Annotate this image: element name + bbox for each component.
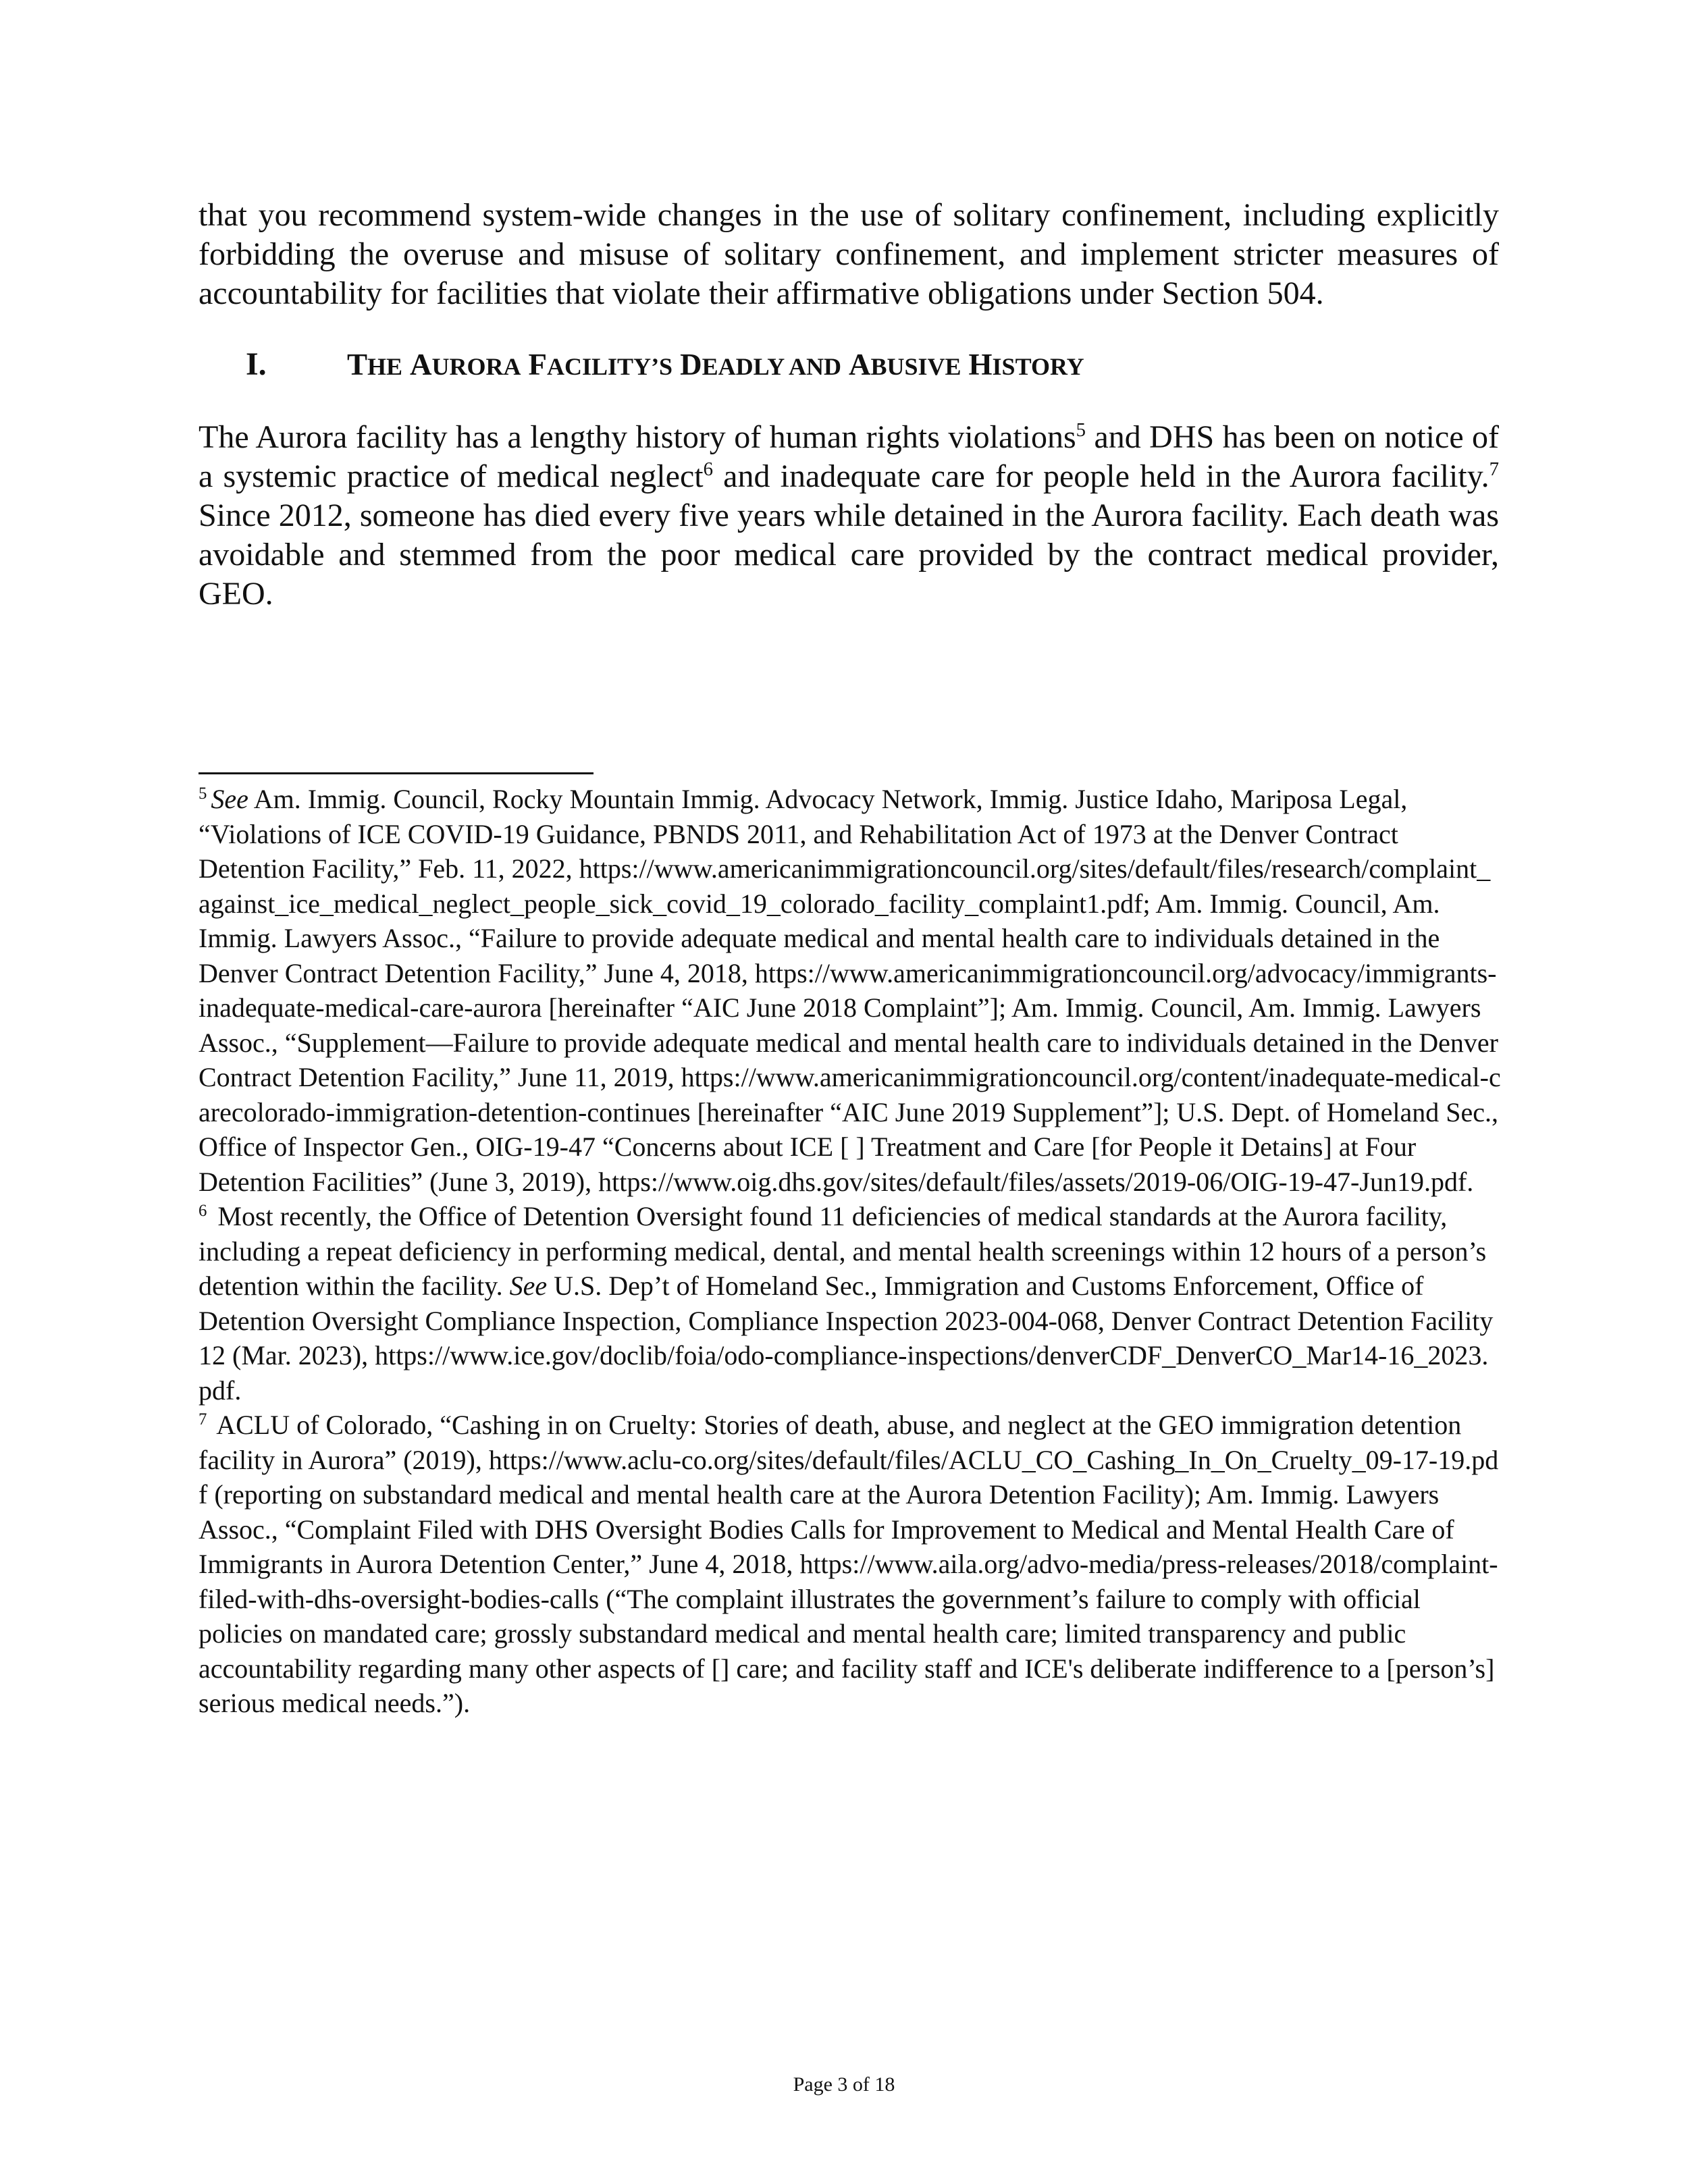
page-number: Page 3 of 18: [793, 2073, 895, 2096]
footnote-link[interactable]: https://www.americanimmigrationcouncil.org/advocacy/immigrants-inadequate-medical-care-aurora: [199, 957, 1497, 1023]
footnote-ref-7[interactable]: 7: [1489, 458, 1500, 480]
body-paragraph: The Aurora facility has a lengthy history of human rights violations$^5$ and DHS has been on notice of a systemic practice of medical neglect$^6$ and inadequate care for people held in the Aurora facility.$^7$ Since 2012, someone has died every five years while detained in the Aurora facility. Each death was avoidable and stemmed from the poor medical care provided by the contract medical provider, GEO.: [199, 419, 1500, 612]
section-number: I.: [246, 346, 267, 382]
footnote-ref-5[interactable]: 5: [1076, 419, 1086, 441]
footnote-ref-6[interactable]: 6: [703, 458, 713, 480]
footnote-5: $^5$ See Am. Immig. Council, Rocky Mountain Immig. Advocacy Network, Immig. Justice Idaho, Mariposa Legal, “Violations of ICE COVID-19 Guidance, PBNDS 2011, and Rehabilitation Act of 1973 at the Denver Contract Detention Facility,” Feb. 11, 2022, https://www.americanimmigrationcouncil.org/sites/default/files/research/complaint_against_ice_medical_neglect_people_sick_covid_19_colorado_facility_complaint1.pdf; Am. Immig. Council, Am. Immig. Lawyers Assoc., “Failure to provide adequate medical and mental health care to individuals detained in the Denver Contract Detention Facility,” June 4, 2018, https://www.americanimmigrationcouncil.org/advocacy/immigrants-inadequate-medical-care-aurora [hereinafter “AIC June 2018 Complaint”]; Am. Immig. Council, Am. Immig. Lawyers Assoc., “Supplement—Failure to provide adequate medical and mental health care to individuals detained in the Denver Contract Detention Facility,” June 11, 2019, https://www.americanimmigrationcouncil.org/content/inadequate-medical-carecolorado-immigration-detention-continues [hereinafter “AIC June 2019 Supplement”]; U.S. Dept. of Homeland Sec., Office of Inspector Gen., OIG-19-47 “Concerns about ICE [ ] Treatment and Care [for People it Detains] at Four Detention Facilities” (June 3, 2019), https://www.oig.dhs.gov/sites/default/files/assets/2019-06/OIG-19-47-Jun19.pdf.: [199, 784, 1501, 1197]
footnote-6: $^6$ Most recently, the Office of Detention Oversight found 11 deficiencies of medical standards at the Aurora facility, including a repeat deficiency in performing medical, dental, and mental health screenings within 12 hours of a person’s detention within the facility. See U.S. Dep’t of Homeland Sec., Immigration and Customs Enforcement, Office of Detention Oversight Compliance Inspection, Compliance Inspection 2023-004-068, Denver Contract Detention Facility 12 (Mar. 2023), https://www.ice.gov/doclib/foia/odo-compliance-inspections/denverCDF_DenverCO_Mar14-16_2023.pdf.: [199, 1201, 1494, 1406]
footnote-7: $^7$ ACLU of Colorado, “Cashing in on Cruelty: Stories of death, abuse, and neglect at the GEO immigration detention facility in Aurora” (2019), https://www.aclu-co.org/sites/default/files/ACLU_CO_Cashing_In_On_Cruelty_09-17-19.pdf (reporting on substandard medical and mental health care at the Aurora Detention Facility); Am. Immig. Lawyers Assoc., “Complaint Filed with DHS Oversight Bodies Calls for Improvement to Medical and Mental Health Care of Immigrants in Aurora Detention Center,” June 4, 2018, https://www.aila.org/advo-media/press-releases/2018/complaint-filed-with-dhs-oversight-bodies-calls (“The complaint illustrates the government’s failure to comply with official policies on mandated care; grossly substandard medical and mental health care; limited transparency and public accountability regarding many other aspects of [] care; and facility staff and ICE's deliberate indifference to a [person’s] serious medical needs.”).: [199, 1410, 1499, 1718]
footnote-link[interactable]: https://www.ice.gov/doclib/foia/odo-compliance-inspections/denverCDF_DenverCO_Mar14-16_2023.pdf: [199, 1340, 1489, 1406]
footnotes: [199, 782, 1502, 1721]
intro-paragraph: that you recommend system-wide changes in the use of solitary confinement, including explicitly forbidding the overuse and misuse of solitary confinement, and implement stricter measures of accountability for facilities that violate their affirmative obligations under Section 504.: [199, 197, 1499, 311]
footnote-link[interactable]: https://www.aclu-co.org/sites/default/files/ACLU_CO_Cashing_In_On_Cruelty_09-17-19.pdf: [199, 1444, 1499, 1510]
footnote-link[interactable]: https://www.aila.org/advo-media/press-releases/2018/complaint-filed-with-dhs-oversight-bodies-calls: [199, 1549, 1498, 1614]
footnote-link[interactable]: https://www.americanimmigrationcouncil.org/sites/default/files/research/complaint_against_ice_medical_neglect_people_sick_covid_19_colorado_facility_complaint1.pdf: [199, 853, 1491, 919]
section-title: THE AURORA FACILITY’S DEADLY AND ABUSIVE HISTORY: [347, 348, 1084, 381]
footnote-link[interactable]: https://www.americanimmigrationcouncil.org/content/inadequate-medical-carecolorado-immigration-detention-continues: [199, 1062, 1501, 1127]
section-heading: [246, 346, 1499, 383]
footnote-separator: [199, 772, 594, 774]
page-body: [199, 196, 1499, 614]
footnote-link[interactable]: https://www.oig.dhs.gov/sites/default/files/assets/2019-06/OIG-19-47-Jun19.pdf: [598, 1166, 1467, 1197]
